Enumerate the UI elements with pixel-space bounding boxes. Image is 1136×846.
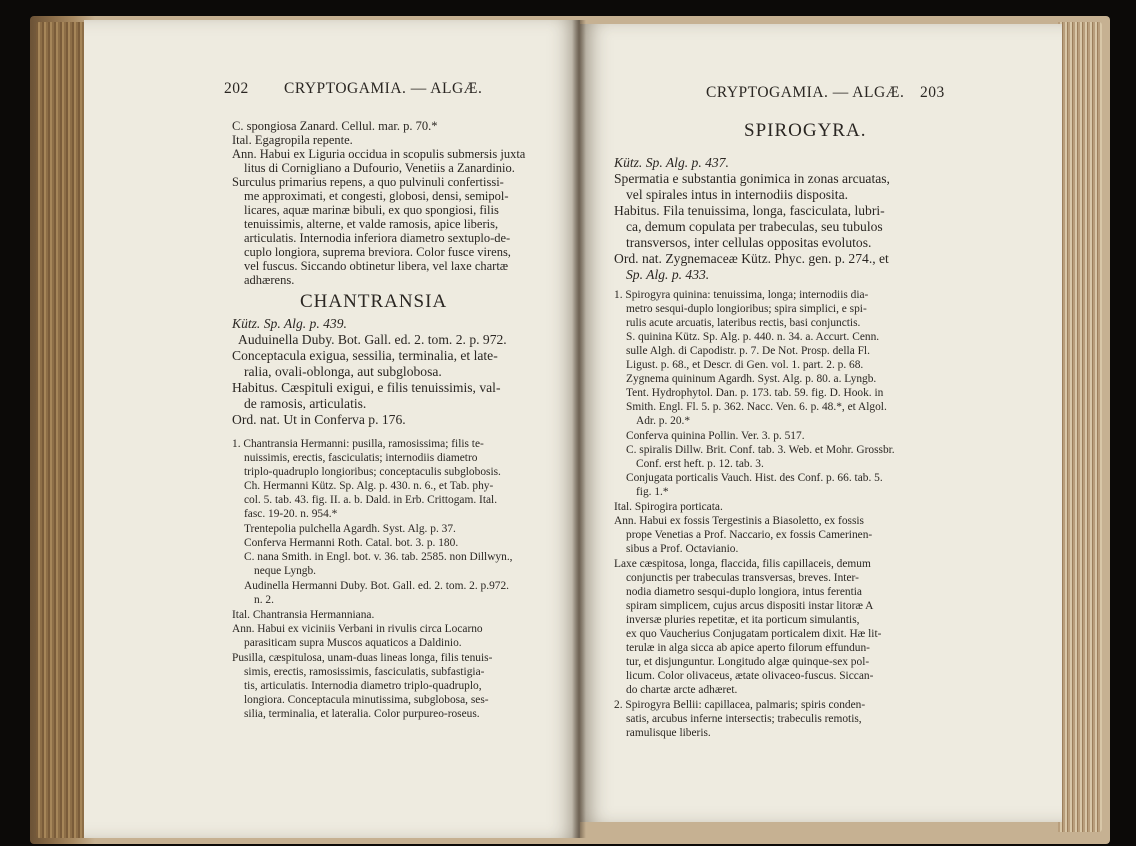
text-line: parasiticam supra Muscos aquaticos a Daldinio. [244, 637, 462, 649]
text-line: de ramosis, articulatis. [244, 396, 367, 411]
book-gutter [572, 20, 586, 838]
text-line: vel spirales intus in internodiis disposita. [626, 187, 849, 202]
text-line: simis, erectis, ramosissimis, fasciculatis, subfastigia- [244, 666, 485, 678]
text-line: me approximati, et congesti, globosi, densi, semipol- [244, 189, 509, 203]
text-line: C. spiralis Dillw. Brit. Conf. tab. 3. Web. et Mohr. Grossbr. [626, 444, 895, 456]
section-title: CHANTRANSIA [300, 291, 448, 312]
text-line: Ann. Habui ex fossis Tergestinis a Biasoletto, ex fossis [614, 515, 864, 527]
right-page [580, 24, 1062, 822]
text-line: Habitus. Cæspituli exigui, e filis tenuissimis, val- [232, 380, 501, 395]
text-line: Trentepolia pulchella Agardh. Syst. Alg. p. 37. [244, 523, 456, 535]
right-running-head: CRYPTOGAMIA. — ALGÆ. [706, 84, 905, 101]
left-page-number: 202 [224, 80, 249, 97]
text-line: Zygnema quininum Agardh. Syst. Alg. p. 80. a. Lyngb. [626, 373, 877, 385]
section-title: SPIROGYRA. [744, 120, 867, 141]
text-line: Habitus. Fila tenuissima, longa, fasciculata, lubri- [614, 203, 885, 218]
text-line: rulis acute arcuatis, lateribus rectis, basi conjunctis. [626, 317, 861, 329]
text-line: Spermatia e substantia gonimica in zonas arcuatas, [614, 171, 890, 186]
text-line: Kütz. Sp. Alg. p. 437. [614, 155, 729, 170]
left-running-head: CRYPTOGAMIA. — ALGÆ. [284, 80, 483, 97]
text-line: Ligust. p. 68., et Descr. di Gen. vol. 1. part. 2. p. 68. [626, 359, 864, 371]
text-line: spiram simplicem, cujus arcus dispositi instar litoræ A [626, 600, 874, 612]
text-line: Auduinella Duby. Bot. Gall. ed. 2. tom. 2. p. 972. [238, 332, 507, 347]
text-line: Conferva Hermanni Roth. Catal. bot. 3. p. 180. [244, 537, 459, 549]
text-line: tenuissimis, alterne, et valde ramosis, apice liberis, [244, 217, 499, 231]
text-line: Pusilla, cæspitulosa, unam-duas lineas longa, filis tenuis- [232, 652, 493, 664]
text-line: terulæ in alga sicca ab apice aperto filorum effundun- [626, 642, 870, 654]
text-line: adhærens. [244, 273, 295, 287]
text-line: ralia, ovali-oblonga, aut subglobosa. [244, 364, 442, 379]
page-edges-right [1058, 22, 1102, 832]
right-page-number: 203 [920, 84, 945, 101]
text-line: 1. Spirogyra quinina: tenuissima, longa; internodiis dia- [614, 289, 869, 301]
page-edges-left [36, 22, 88, 838]
text-line: metro sesqui-duplo longioribus; spira simplici, e spi- [626, 303, 867, 315]
text-line: Adr. p. 20.* [636, 415, 691, 427]
text-line: sibus a Prof. Octavianio. [626, 543, 739, 555]
text-line: S. quinina Kütz. Sp. Alg. p. 440. n. 34. a. Accurt. Cenn. [626, 331, 880, 343]
text-line: Tent. Hydrophytol. Dan. p. 173. tab. 59. fig. D. Hook. in [626, 387, 884, 399]
text-line: transversos, inter cellulas oppositas evolutos. [626, 235, 872, 250]
text-line: tur, et disjunguntur. Longitudo algæ quinque-sex pol- [626, 656, 870, 668]
text-line: C. nana Smith. in Engl. bot. v. 36. tab. 2585. non Dillwyn., [244, 551, 513, 563]
text-line: fig. 1.* [636, 486, 669, 498]
text-line: Ital. Chantransia Hermanniana. [232, 609, 375, 621]
text-line: litus di Cornigliano a Dufourio, Venetiis a Zanardinio. [244, 161, 515, 175]
text-line: ramulisque liberis. [626, 727, 711, 739]
text-line: ca, demum copulata per trabeculas, seu tubulos [626, 219, 883, 234]
text-line: vel fuscus. Siccando obtinetur libera, vel laxe chartæ [244, 259, 509, 273]
text-line: Sp. Alg. p. 433. [626, 267, 710, 282]
text-line: fasc. 19-20. n. 954.* [244, 508, 338, 520]
text-line: Conf. erst heft. p. 12. tab. 3. [636, 458, 764, 470]
text-line: prope Venetias a Prof. Naccario, ex fossis Camerinen- [626, 529, 873, 541]
text-line: nodia diametro sesqui-duplo longiora, intus ferentia [626, 586, 862, 598]
text-line: nuissimis, erectis, fasciculatis; internodiis diametro [244, 452, 478, 464]
text-line: 2. Spirogyra Bellii: capillacea, palmaris; spiris conden- [614, 699, 866, 711]
text-line: Conferva quinina Pollin. Ver. 3. p. 517. [626, 430, 805, 442]
text-line: sulle Algh. di Capodistr. p. 7. De Not. Prosp. della Fl. [626, 345, 870, 357]
text-line: Conjugata porticalis Vauch. Hist. des Conf. p. 66. tab. 5. [626, 472, 883, 484]
text-line: ex quo Vaucherius Conjugatam porticalem dixit. Hæ lit- [626, 628, 882, 640]
text-line: satis, arcubus inferne intersectis; trabeculis remotis, [626, 713, 862, 725]
text-line: do chartæ arcte adhæret. [626, 684, 738, 696]
text-line: silia, terminalia, et lateralia. Color purpureo-roseus. [244, 708, 480, 720]
text-line: longiora. Conceptacula minutissima, subglobosa, ses- [244, 694, 489, 706]
text-line: Ch. Hermanni Kütz. Sp. Alg. p. 430. n. 6., et Tab. phy- [244, 480, 494, 492]
text-line: Ord. nat. Ut in Conferva p. 176. [232, 412, 406, 427]
text-line: n. 2. [254, 594, 274, 606]
left-page [84, 20, 580, 838]
text-line: Surculus primarius repens, a quo pulvinuli confertissi- [232, 175, 504, 189]
text-line: Ann. Habui ex viciniis Verbani in rivulis circa Locarno [232, 623, 483, 635]
text-line: Kütz. Sp. Alg. p. 439. [232, 316, 347, 331]
text-line: 1. Chantransia Hermanni: pusilla, ramosissima; filis te- [232, 438, 484, 450]
text-line: Ital. Spirogira porticata. [614, 501, 723, 513]
text-line: Audinella Hermanni Duby. Bot. Gall. ed. 2. tom. 2. p.972. [244, 580, 510, 592]
text-line: Ord. nat. Zygnemaceæ Kütz. Phyc. gen. p. 274., et [614, 251, 889, 266]
text-line: col. 5. tab. 43. fig. II. a. b. Dald. in Erb. Crittogam. Ital. [244, 494, 498, 506]
text-line: Smith. Engl. Fl. 5. p. 362. Nacc. Ven. 6. p. 48.*, et Algol. [626, 401, 887, 413]
text-line: triplo-quadruplo longioribus; conceptaculis subglobosis. [244, 466, 501, 478]
text-line: C. spongiosa Zanard. Cellul. mar. p. 70.* [232, 119, 438, 133]
text-line: articulatis. Internodia inferiora diametro sextuplo-de- [244, 231, 511, 245]
text-line: inversæ pluries repetitæ, et ita porticum simulantis, [626, 614, 860, 626]
text-line: tis, articulatis. Internodia diametro triplo-quadruplo, [244, 680, 482, 692]
text-line: Conceptacula exigua, sessilia, terminalia, et late- [232, 348, 498, 363]
text-line: Ital. Egagropila repente. [232, 133, 353, 147]
text-line: Ann. Habui ex Liguria occidua in scopulis submersis juxta [232, 147, 526, 161]
text-line: conjunctis per trabeculas transversas, breves. Inter- [626, 572, 859, 584]
text-line: licum. Color olivaceus, ætate olivaceo-fuscus. Siccan- [626, 670, 874, 682]
text-line: licares, aquæ marinæ bibuli, ex quo spongiosi, filis [244, 203, 499, 217]
text-line: Laxe cæspitosa, longa, flaccida, filis capillaceis, demum [614, 558, 871, 570]
text-line: neque Lyngb. [254, 565, 317, 577]
text-line: cuplo longiora, suprema breviora. Color fusce virens, [244, 245, 511, 259]
